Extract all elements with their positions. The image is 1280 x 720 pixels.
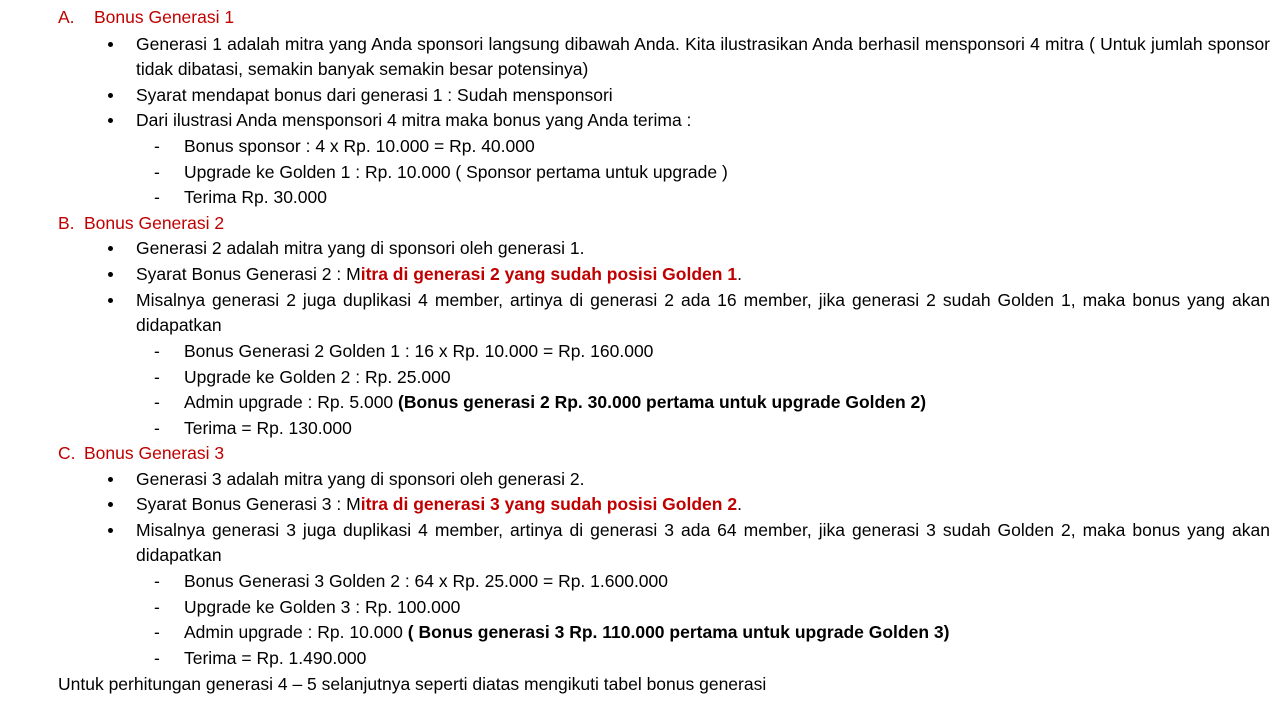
dash-marker: - — [154, 136, 160, 156]
section-a-label: A. — [58, 7, 75, 27]
dash-marker: - — [154, 418, 160, 438]
bullet-text: Syarat Bonus Generasi 3 : M — [136, 494, 361, 514]
dash-marker: - — [154, 162, 160, 182]
bullet-text: Syarat Bonus Generasi 2 : M — [136, 264, 361, 284]
section-c-bullet-3: Misalnya generasi 3 juga duplikasi 4 member, artinya di generasi 3 ada 64 member, jika generasi 3 sudah Golden 2, maka bonus yang akan didapatkan — [136, 520, 1270, 565]
requirement-emphasis: itra di generasi 2 yang sudah posisi Golden 1 — [360, 264, 738, 284]
dash-marker: - — [154, 571, 160, 591]
bullet-suffix: . — [737, 494, 742, 514]
item-bold-note: (Bonus generasi 2 Rp. 30.000 pertama untuk upgrade Golden 2) — [398, 392, 927, 412]
section-a-title: Bonus Generasi 1 — [94, 7, 235, 27]
requirement-emphasis: itra di generasi 3 yang sudah posisi Golden 2 — [360, 494, 738, 514]
item-bold-note: ( Bonus generasi 3 Rp. 110.000 pertama untuk upgrade Golden 3) — [407, 622, 950, 642]
dash-marker: - — [154, 648, 160, 668]
footer-note: Untuk perhitungan generasi 4 – 5 selanjutnya seperti diatas mengikuti tabel bonus generasi — [58, 674, 767, 694]
section-b-title: Bonus Generasi 2 — [84, 213, 225, 233]
dash-marker: - — [154, 622, 160, 642]
section-a-heading — [58, 5, 234, 30]
dash-marker: - — [154, 392, 160, 412]
section-c-heading — [58, 441, 224, 466]
dash-marker: - — [154, 367, 160, 387]
section-a-bullet-1: Generasi 1 adalah mitra yang Anda sponsori langsung dibawah Anda. Kita ilustrasikan Anda berhasil mensponsori 4 mitra ( Untuk jumlah sponsor tidak dibatasi, semakin banyak semakin besar potensinya) — [136, 34, 1270, 79]
section-b-bullet-3: Misalnya generasi 2 juga duplikasi 4 member, artinya di generasi 2 ada 16 member, jika generasi 2 sudah Golden 1, maka bonus yang akan didapatkan — [136, 290, 1270, 335]
dash-marker: - — [154, 187, 160, 207]
document-page: A. Bonus Generasi 1 Generasi 1 adalah mitra yang Anda sponsori langsung dibawah Anda. Kita ilustrasikan Anda berhasil mensponsori 4 mitra ( Untuk jumlah sponsor tidak dibatasi, semakin banyak semakin besar potensinya) Syarat mendapat bonus dari generasi 1 : Sudah mensponsori Dari ilustrasi Anda mensponsori 4 mitra maka bonus yang Anda terima : - Bonus sponsor : 4 x Rp. 10.000 = Rp. 40.000 - Upgrade ke Golden 1 : Rp. 10.000 ( Sponsor pertama untuk upgrade ) - Terima Rp. 30.000 B. Bonus Generasi 2 Generasi 2 adalah mitra yang di sponsori oleh generasi 1. Syarat Bonus Generasi 2 : Mitra di generasi 2 yang sudah posisi Golden 1. Misalnya generasi 2 juga duplikasi 4 member, artinya di generasi 2 ada 16 member, jika generasi 2 sudah Golden 1, maka bonus yang akan didapatkan - Bonus Generasi 2 Golden 1 : 16 x Rp. 10.000 = Rp. 160.000 - Upgrade ke Golden 2 : Rp. 25.000 - Admin upgrade : Rp. 5.000 (Bonus generasi 2 Rp. 30.000 pertama untuk upgrade Golden 2) - Terima = Rp. 130.000 C. Bonus Generasi 3 Generasi 3 adalah mitra yang di sponsori oleh generasi 2. Syarat Bonus Generasi 3 : Mitra di generasi 3 yang sudah posisi Golden 2. Misalnya generasi 3 juga duplikasi 4 member, artinya di generasi 3 ada 64 member, jika generasi 3 sudah Golden 2, maka bonus yang akan didapatkan - Bonus Generasi 3 Golden 2 : 64 x Rp. 25.000 = Rp. 1.600.000 - Upgrade ke Golden 3 : Rp. 100.000 - Admin upgrade : Rp. 10.000 ( Bonus generasi 3 Rp. 110.000 pertama untuk upgrade Golden 3) - Terima = Rp. 1.490.000 Untuk perhitungan generasi 4 – 5 selanjutnya seperti diatas mengikuti tabel bonus generasi — [0, 0, 1280, 720]
item-text: Admin upgrade : Rp. 5.000 — [184, 392, 399, 412]
section-b-label: B. — [58, 213, 75, 233]
section-c-title: Bonus Generasi 3 — [84, 443, 225, 463]
bullet-suffix: . — [737, 264, 742, 284]
item-text: Admin upgrade : Rp. 10.000 — [184, 622, 408, 642]
dash-marker: - — [154, 341, 160, 361]
dash-marker: - — [154, 597, 160, 617]
section-b-heading — [58, 211, 224, 236]
section-c-label: C. — [58, 443, 76, 463]
